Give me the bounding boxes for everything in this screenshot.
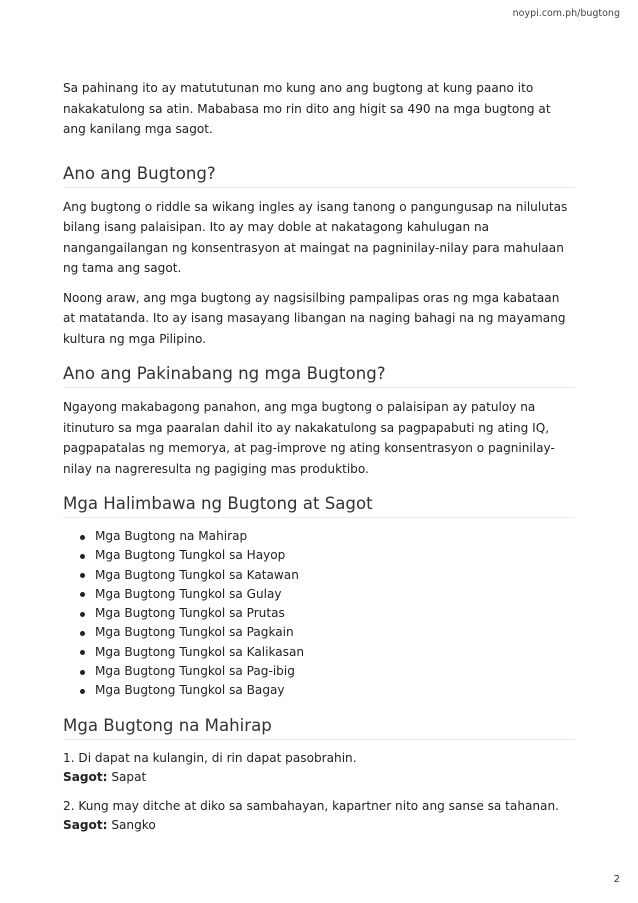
answer-text: Sangko — [111, 817, 156, 832]
riddle-question: 2. Kung may ditche at diko sa sambahayan, kapartner nito ang sanse sa tahanan. — [63, 798, 559, 813]
list-item-link[interactable]: Mga Bugtong Tungkol sa Pagkain — [63, 623, 575, 642]
list-item-link[interactable]: Mga Bugtong na Mahirap — [63, 527, 575, 546]
intro-paragraph: Sa pahinang ito ay matututunan mo kung ano ang bugtong at kung paano ito nakakatulong sa atin. Mababasa mo rin dito ang higit sa 490 na mga bugtong at ang kanilang mga sagot. — [63, 81, 551, 136]
riddle-answer — [63, 816, 575, 835]
section-heading: Mga Halimbawa ng Bugtong at Sagot — [63, 493, 575, 518]
section-heading: Ano ang Pakinabang ng mga Bugtong? — [63, 363, 575, 388]
list-item-link[interactable]: Mga Bugtong Tungkol sa Hayop — [63, 546, 575, 565]
riddle-answer — [63, 768, 575, 787]
list-item-link[interactable]: Mga Bugtong Tungkol sa Pag-ibig — [63, 662, 575, 681]
paragraph: Noong araw, ang mga bugtong ay nagsisilbing pampalipas oras ng mga kabataan at matatanda. Ito ay isang masayang libangan na naging bahagi na ng mayamang kultura ng mga Pilipino. — [63, 290, 566, 346]
riddle-item — [63, 797, 575, 835]
examples-list — [63, 527, 575, 701]
answer-text: Sapat — [111, 769, 147, 784]
answer-label: Sagot: — [63, 817, 108, 832]
answer-label: Sagot: — [63, 769, 108, 784]
list-item-link[interactable]: Mga Bugtong Tungkol sa Katawan — [63, 566, 575, 585]
section-mahirap — [63, 715, 575, 835]
page-number: 2 — [613, 874, 620, 885]
list-item-link[interactable]: Mga Bugtong Tungkol sa Bagay — [63, 681, 575, 700]
section-halimbawa — [63, 493, 575, 701]
article-body — [63, 78, 575, 835]
section-ano-ang-bugtong — [63, 163, 575, 350]
paragraph: Ngayong makabagong panahon, ang mga bugtong o palaisipan ay patuloy na itinuturo sa mga paaralan dahil ito ay nakakatulong sa pagpapabuti ng ating IQ, pagpapatalas ng memorya, at pag-improve ng ating konsentrasyon o pagninilay-nilay na nagreresulta ng pagiging mas produktibo. — [63, 400, 555, 476]
section-heading: Ano ang Bugtong? — [63, 163, 575, 188]
source-url: noypi.com.ph/bugtong — [512, 8, 620, 19]
riddle-item — [63, 749, 575, 787]
list-item-link[interactable]: Mga Bugtong Tungkol sa Kalikasan — [63, 643, 575, 662]
list-item-link[interactable]: Mga Bugtong Tungkol sa Gulay — [63, 585, 575, 604]
riddle-question: 1. Di dapat na kulangin, di rin dapat pasobrahin. — [63, 750, 357, 765]
section-pakinabang — [63, 363, 575, 479]
paragraph: Ang bugtong o riddle sa wikang ingles ay isang tanong o pangungusap na nilulutas bilang isang palaisipan. Ito ay may doble at nakatagong kahulugan na nangangailangan ng konsentrasyon at maingat na pagninilay-nilay para mahulaan ng tama ang sagot. — [63, 199, 568, 275]
list-item-link[interactable]: Mga Bugtong Tungkol sa Prutas — [63, 604, 575, 623]
section-heading: Mga Bugtong na Mahirap — [63, 715, 575, 740]
